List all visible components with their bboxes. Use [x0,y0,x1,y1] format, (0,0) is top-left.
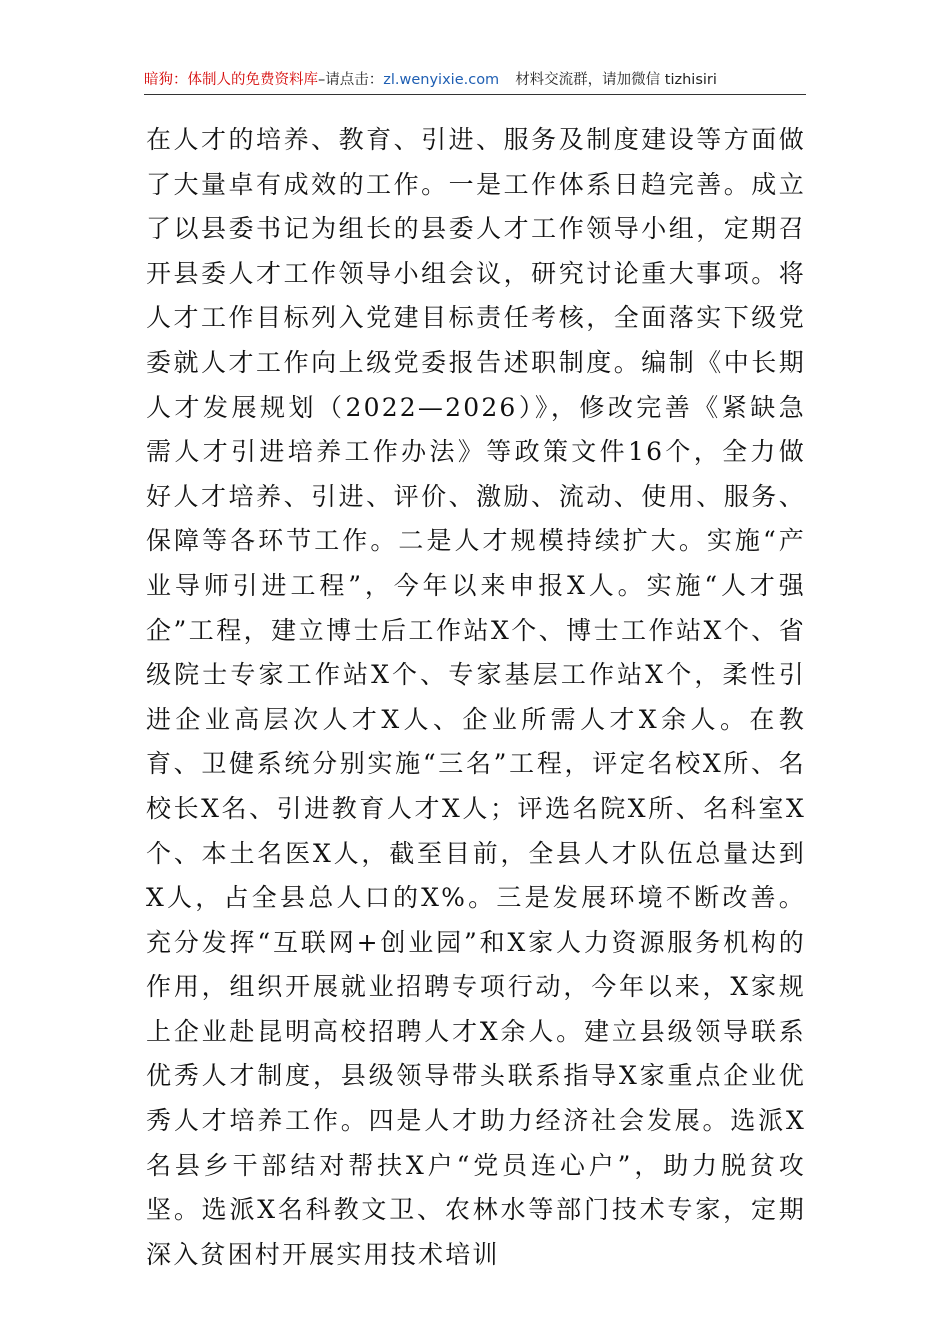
page-header [144,66,806,95]
header-brand: 暗狗：体制人的免费资料库 [144,72,318,88]
header-link[interactable]: zl.wenyixie.com [383,72,500,88]
header-contact: 材料交流群，请加微信 tizhisiri [515,72,717,88]
header-prompt: –请点击： [318,72,384,88]
body-paragraph: 在人才的培养、教育、引进、服务及制度建设等方面做了大量卓有成效的工作。一是工作体系日趋完善。成立了以县委书记为组长的县委人才工作领导小组，定期召开县委人才工作领导小组会议，研究讨论重大事项。将人才工作目标列入党建目标责任考核，全面落实下级党委就人才工作向上级党委报告述职制度。编制《中长期人才发展规划（2022—2026）》，修改完善《紧缺急需人才引进培养工作办法》等政策文件16个，全力做好人才培养、引进、评价、激励、流动、使用、服务、保障等各环节工作。二是人才规模持续扩大。实施“产业导师引进工程”，今年以来申报X人。实施“人才强企”工程，建立博士后工作站X个、博士工作站X个、省级院士专家工作站X个、专家基层工作站X个，柔性引进企业高层次人才X人、企业所需人才X余人。在教育、卫健系统分别实施“三名”工程，评定名校X所、名校长X名、引进教育人才X人；评选名院X所、名科室X个、本土名医X人，截至目前，全县人才队伍总量达到X人，占全县总人口的X%。三是发展环境不断改善。充分发挥“互联网+创业园”和X家人力资源服务机构的作用，组织开展就业招聘专项行动，今年以来，X家规上企业赴昆明高校招聘人才X余人。建立县级领导联系优秀人才制度，县级领导带头联系指导X家重点企业优秀人才培养工作。四是人才助力经济社会发展。选派X名县乡干部结对帮扶X户“党员连心户”，助力脱贫攻坚。选派X名科教文卫、农林水等部门技术专家，定期深入贫困村开展实用技术培训 [146,125,806,1269]
